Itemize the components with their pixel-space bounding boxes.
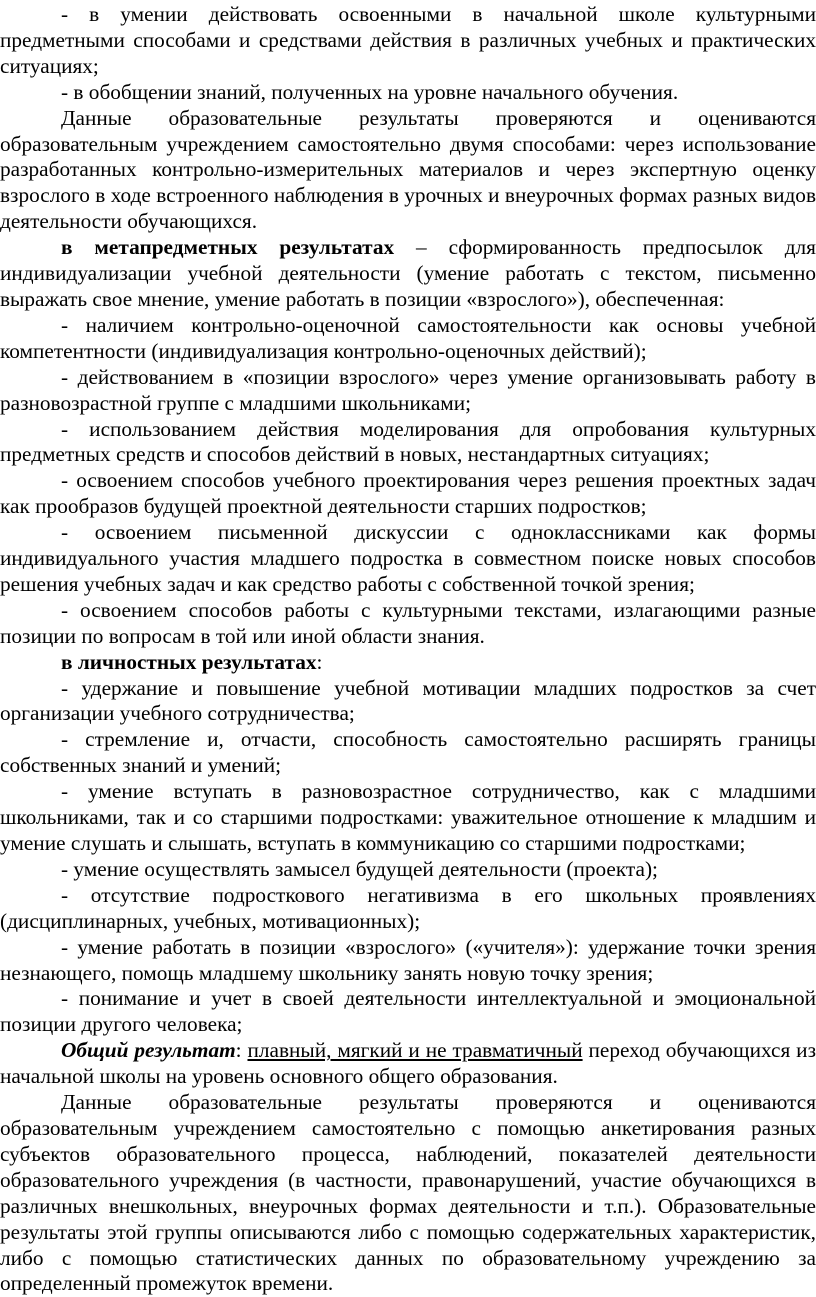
meta-results-heading: в метапредметных результатах [61, 235, 395, 260]
list-item: - освоением письменной дискуссии с одноклассниками как формы индивидуального участия младшего подростка в совместном поиске новых способов решения учебных задач и как средство работы с собственной точкой зрения; [0, 520, 816, 596]
list-item: - использованием действия моделирования для опробования культурных предметных средств и способов действий в новых, нестандартных ситуациях; [0, 416, 816, 467]
general-result-rest: переход обучающихся из начальной школы на уровень основного общего образования. [0, 1038, 816, 1089]
personal-results-paragraph [0, 650, 816, 676]
list-item: - умение вступать в разновозрастное сотрудничество, как с младшими школьниками, так и со старшими подростками: уважительное отношение к младшим и умение слушать и слышать, вступать в коммуникацию со старшими подростками; [0, 779, 816, 855]
meta-results-paragraph [0, 235, 816, 313]
list-item: - умение работать в позиции «взрослого» («учителя»): удержание точки зрения незнающего, помощь младшему школьнику занять новую точку зрения; [0, 934, 816, 985]
general-result-label: Общий результат [61, 1038, 236, 1063]
list-item: - освоением способов учебного проектирования через решения проектных задач как прообразов будущей проектной деятельности старших подростков; [0, 468, 816, 519]
list-item: - понимание и учет в своей деятельности интеллектуальной и эмоциональной позиции другого человека; [0, 986, 816, 1037]
list-item: - наличием контрольно-оценочной самостоятельности как основы учебной компетентности (индивидуализация контрольно-оценочных действий); [0, 312, 816, 363]
paragraph: Данные образовательные результаты проверяются и оцениваются образовательным учреждением самостоятельно с помощью анкетирования разных субъектов образовательного процесса, наблюдений, показателей деятельности образовательного учреждения (в частности, правонарушений, участие обучающихся в различных внешкольных, внеурочных формах деятельности и т.п.). Образовательные результаты этой группы описываются либо с помощью содержательных характеристик, либо с помощью статистических данных по образовательному учреждению за определенный промежуток времени. [0, 1090, 816, 1296]
list-item: - отсутствие подросткового негативизма в его школьных проявлениях (дисциплинарных, учебных, мотивационных); [0, 882, 816, 933]
personal-results-heading: в личностных результатах [61, 649, 317, 674]
list-item: - удержание и повышение учебной мотивации младших подростков за счет организации учебного сотрудничества; [0, 675, 816, 726]
list-item: - освоением способов работы с культурными текстами, излагающими разные позиции по вопросам в той или иной области знания. [0, 597, 816, 648]
general-result-colon: : [235, 1038, 248, 1063]
personal-results-colon: : [316, 649, 323, 674]
general-result-paragraph [0, 1038, 816, 1090]
list-item: - стремление и, отчасти, способность самостоятельно расширять границы собственных знаний и умений; [0, 727, 816, 778]
paragraph: - в обобщении знаний, полученных на уровне начального обучения. [61, 79, 679, 104]
meta-results-text: – сформированность предпосылок для индивидуализации учебной деятельности (умение работать с текстом, письменно выражать свое мнение, умение работать в позиции «взрослого»), обеспеченная: [0, 235, 816, 311]
paragraph: - в умении действовать освоенными в начальной школе культурными предметными способами и средствами действия в различных учебных и практических ситуациях; [0, 2, 816, 78]
general-result-underlined: плавный, мягкий и не травматичный [247, 1038, 583, 1063]
list-item: - действованием в «позиции взрослого» через умение организовывать работу в разновозрастной группе с младшими школьниками; [0, 364, 816, 415]
list-item: - умение осуществлять замысел будущей деятельности (проекта); [61, 856, 658, 881]
paragraph: Данные образовательные результаты проверяются и оцениваются образовательным учреждением самостоятельно двумя способами: через использование разработанных контрольно-измерительных материалов и через экспертную оценку взрослого в ходе встроенного наблюдения в урочных и внеурочных формах разных видов деятельности обучающихся. [0, 105, 816, 234]
